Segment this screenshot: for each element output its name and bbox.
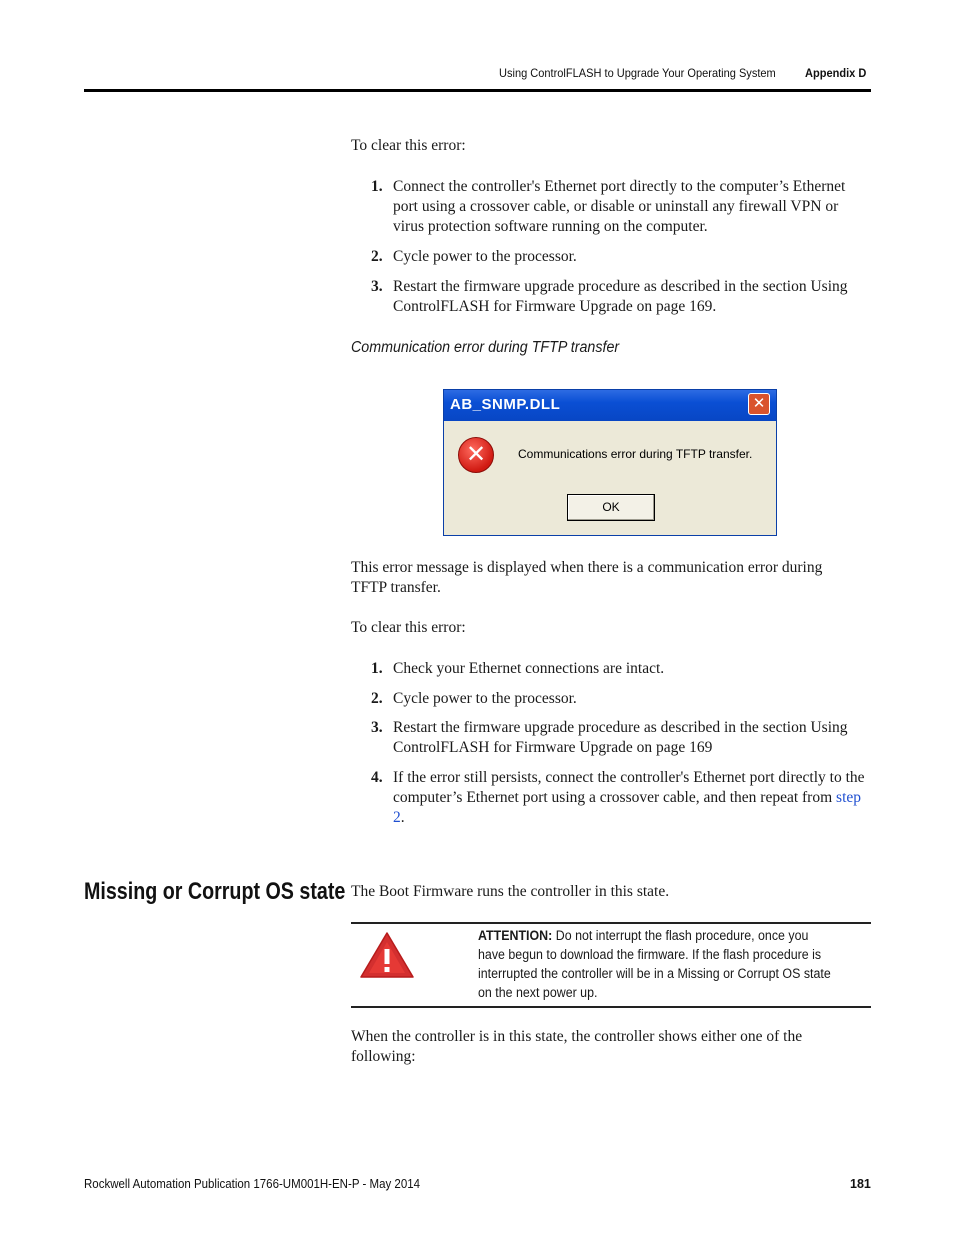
error-dialog-screenshot xyxy=(443,389,777,536)
header-rule xyxy=(84,89,871,92)
step-number: 3. xyxy=(371,719,383,736)
attention-top-rule xyxy=(351,922,871,924)
attention-body: Do not interrupt the flash procedure, once you have begun to download the firmware. If the flash procedure is interrupted the controller will be in a Missing or Corrupt OS state on the next power up. xyxy=(478,928,831,1000)
attention-label: ATTENTION: xyxy=(478,928,553,943)
step-number: 3. xyxy=(371,278,383,295)
step-text: Restart the firmware upgrade procedure as described in the section Using ControlFLASH for Firmware Upgrade on page 169 xyxy=(393,719,848,756)
ok-button[interactable]: OK xyxy=(567,494,655,521)
footer-publication: Rockwell Automation Publication 1766-UM001H-EN-P - May 2014 xyxy=(84,1177,421,1191)
step-text: Cycle power to the processor. xyxy=(393,248,577,265)
warning-triangle-icon xyxy=(359,930,415,980)
step-text-suffix: . xyxy=(400,809,405,826)
dialog-message: Communications error during TFTP transfer. xyxy=(518,447,753,461)
dialog-titlebar xyxy=(444,390,776,421)
step-text xyxy=(393,768,871,828)
attention-bottom-rule xyxy=(351,1006,871,1008)
section-heading: Missing or Corrupt OS state xyxy=(84,878,346,905)
dialog-title: AB_SNMP.DLL xyxy=(450,396,561,413)
step-text-body: If the error still persists, connect the controller's Ethernet port directly to the computer’s Ethernet port using a crossover cable, and then repeat from xyxy=(393,769,865,806)
running-header-title: Using ControlFLASH to Upgrade Your Operating System xyxy=(499,66,776,80)
attention-text xyxy=(478,926,839,1002)
step-text: Check your Ethernet connections are intact. xyxy=(393,660,665,677)
step-number: 1. xyxy=(371,178,383,195)
section3-intro: The Boot Firmware runs the controller in this state. xyxy=(351,883,670,900)
section2-description: This error message is displayed when there is a communication error during TFTP transfer. xyxy=(351,559,823,596)
step-text: Cycle power to the processor. xyxy=(393,690,577,707)
step-text: Restart the firmware upgrade procedure as described in the section Using ControlFLASH for Firmware Upgrade on page 169. xyxy=(393,278,848,315)
figure-caption: Communication error during TFTP transfer xyxy=(351,339,620,356)
step-number: 1. xyxy=(371,660,383,677)
close-icon[interactable]: ✕ xyxy=(748,393,770,415)
step-number: 4. xyxy=(371,769,383,786)
section3-followup: When the controller is in this state, the controller shows either one of the following: xyxy=(351,1028,803,1065)
step-number: 2. xyxy=(371,248,383,265)
section1-intro: To clear this error: xyxy=(351,137,466,154)
step-number: 2. xyxy=(371,690,383,707)
error-icon: ✕ xyxy=(458,437,494,473)
section2-intro: To clear this error: xyxy=(351,619,466,636)
step-2-link[interactable]: step 2 xyxy=(393,789,861,826)
running-header-appendix: Appendix D xyxy=(805,66,867,80)
step-text: Connect the controller's Ethernet port directly to the computer’s Ethernet port using a crossover cable, or disable or uninstall any firewall VPN or virus protection software running on the computer. xyxy=(393,178,846,235)
page-number: 181 xyxy=(850,1177,871,1191)
